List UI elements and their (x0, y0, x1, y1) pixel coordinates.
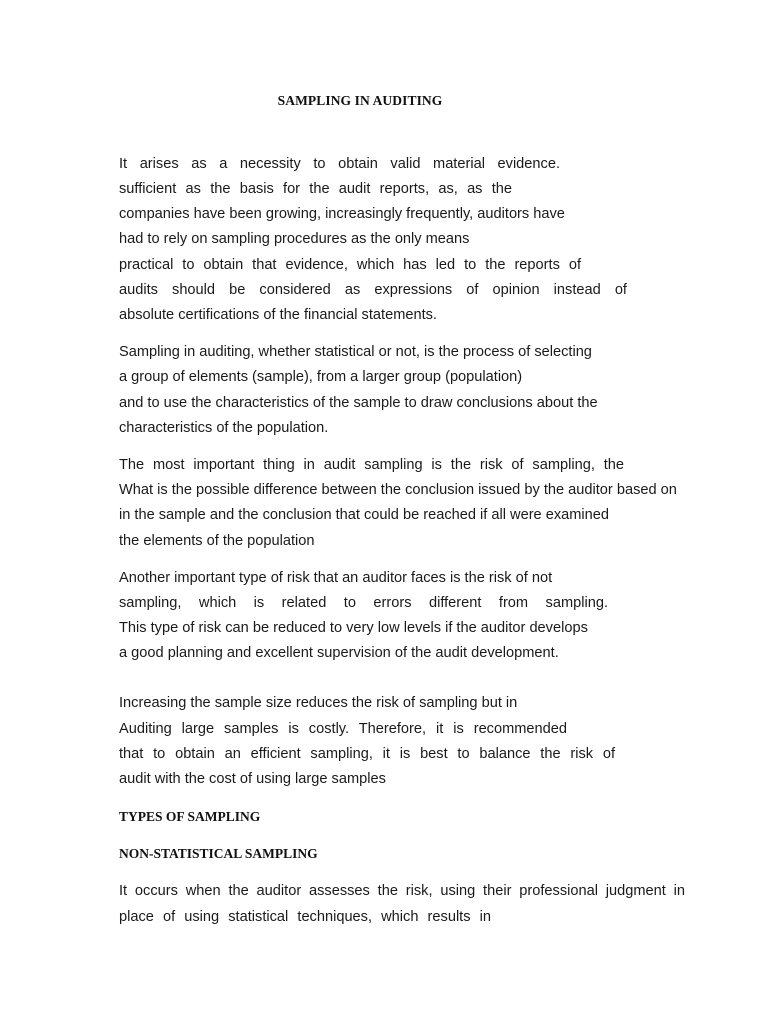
paragraph-line: the elements of the population (119, 533, 315, 549)
paragraph-line: sufficient as the basis for the audit reports, as, as the (119, 181, 512, 197)
paragraph-line: practical to obtain that evidence, which has led to the reports of (119, 257, 581, 273)
paragraph-line: audit with the cost of using large samples (119, 771, 386, 787)
paragraph-line: a group of elements (sample), from a larger group (population) (119, 369, 523, 385)
paragraph-line: had to rely on sampling procedures as the only means (119, 231, 470, 247)
paragraph-line: It occurs when the auditor assesses the risk, using their professional judgment in (119, 883, 685, 899)
paragraph-line: and to use the characteristics of the sample to draw conclusions about the (119, 395, 598, 411)
document-title: SAMPLING IN AUDITING (277, 93, 443, 108)
paragraph-line: Sampling in auditing, whether statistical or not, is the process of selecting (119, 344, 592, 360)
paragraph-line: Increasing the sample size reduces the risk of sampling but in (119, 695, 518, 711)
paragraph-line: companies have been growing, increasingly frequently, auditors have (119, 206, 565, 222)
paragraph-line: What is the possible difference between the conclusion issued by the auditor based on (119, 482, 677, 498)
paragraph-line: It arises as a necessity to obtain valid material evidence. (119, 156, 560, 172)
paragraph-line: sampling, which is related to errors different from sampling. (119, 595, 608, 611)
paragraph-line: audits should be considered as expressions of opinion instead of (119, 282, 627, 298)
paragraph-line: Auditing large samples is costly. Therefore, it is recommended (119, 721, 567, 737)
paragraph-line: This type of risk can be reduced to very low levels if the auditor develops (119, 620, 588, 636)
section-heading: TYPES OF SAMPLING (119, 809, 261, 824)
paragraph-line: Another important type of risk that an auditor faces is the risk of not (119, 570, 553, 586)
paragraph-line: in the sample and the conclusion that could be reached if all were examined (119, 507, 610, 523)
paragraph-line: The most important thing in audit sampling is the risk of sampling, the (119, 457, 624, 473)
paragraph-line: characteristics of the population. (119, 420, 329, 436)
paragraph-line: that to obtain an efficient sampling, it is best to balance the risk of (119, 746, 615, 762)
paragraph-line: absolute certifications of the financial statements. (119, 307, 437, 323)
paragraph-line: place of using statistical techniques, which results in (119, 909, 491, 925)
subsection-heading: NON-STATISTICAL SAMPLING (119, 846, 318, 861)
paragraph-line: a good planning and excellent supervision of the audit development. (119, 645, 559, 661)
